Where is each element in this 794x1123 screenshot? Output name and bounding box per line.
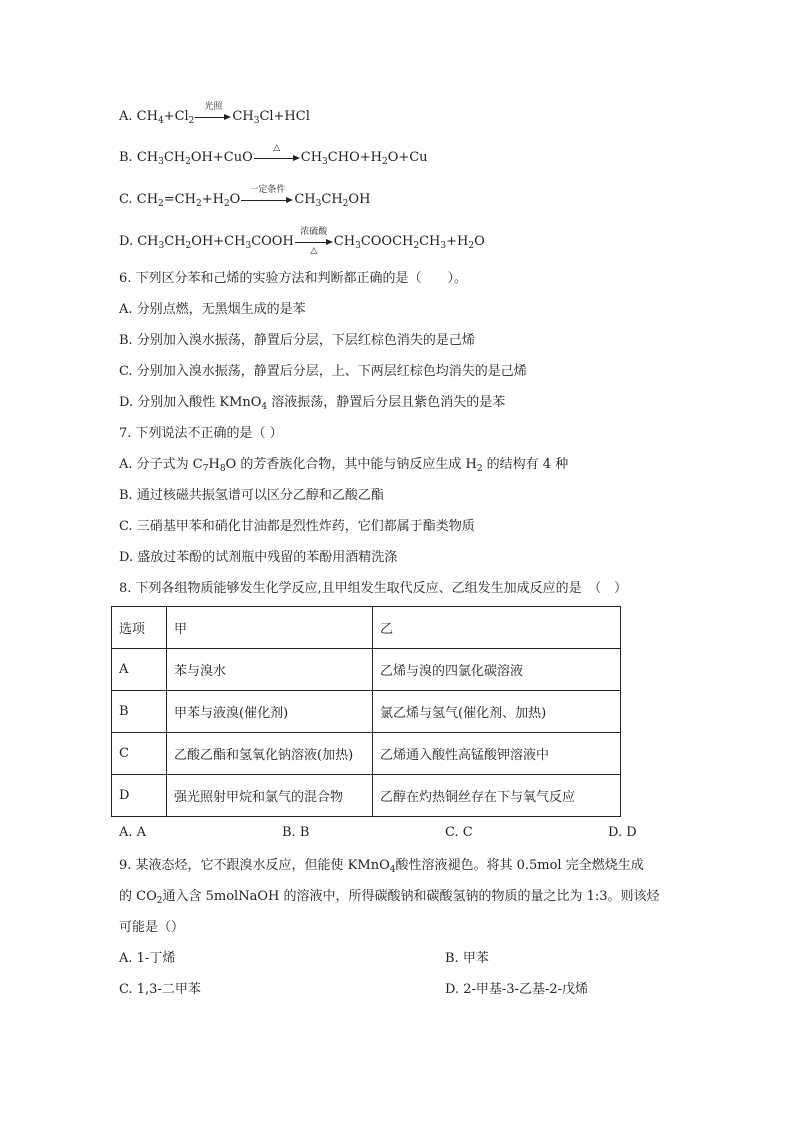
q9-option-d: D. 2-甲基-3-乙基-2-戊烯 (445, 982, 589, 997)
q7-option-d: D. 盛放过苯酚的试剂瓶中残留的苯酚用酒精洗涤 (119, 550, 398, 565)
q6-option-a: A. 分别点燃，无黑烟生成的是苯 (119, 302, 306, 317)
q9-option-c: C. 1,3-二甲苯 (119, 982, 201, 997)
table-row (112, 775, 621, 817)
table-header-row (112, 607, 621, 649)
q6-option-c: C. 分别加入溴水振荡，静置后分层，上、下两层红棕色均消失的是己烯 (119, 364, 527, 379)
q7-stem: 7. 下列说法不正确的是（ ） (119, 426, 283, 441)
table-header-cell: 甲 (167, 607, 373, 649)
q9-stem-line-3: 可能是（） (119, 920, 185, 935)
table-cell: B (112, 691, 167, 733)
q8-options-table (111, 606, 621, 817)
q6-option-d: D. 分别加入酸性 KMnO$_4$ 溶液振荡，静置后分层且紫色消失的是苯 (119, 395, 506, 412)
q7-option-c: C. 三硝基甲苯和硝化甘油都是烈性炸药，它们都属于酯类物质 (119, 519, 475, 534)
q9-stem-line-1: 9. 某液态烃，它不跟溴水反应，但能使 KMnO$_4$酸性溶液褪色。将其 0.5mol 完全燃烧生成 (119, 858, 644, 875)
table-cell: 乙烯通入酸性高锰酸钾溶液中 (373, 733, 621, 775)
q7-option-a: A. 分子式为 $C_7H_8O$ 的芳香族化合物，其中能与钠反应生成 $H_2$ 的结构有 4 种 (119, 457, 569, 474)
reaction-arrow: 一定条件 (241, 192, 293, 208)
q8-choice-a: A. A (119, 825, 147, 840)
q9-option-b: B. 甲苯 (445, 951, 489, 966)
table-cell: 苯与溴水 (167, 649, 373, 691)
q8-choice-b: B. B (282, 825, 310, 840)
reaction-arrow: △ (254, 150, 300, 166)
q6-option-b: B. 分别加入溴水振荡，静置后分层，下层红棕色消失的是己烯 (119, 333, 475, 348)
q5-option-a: A. $CH_4+Cl_2$ 光照 $CH_3Cl+HCl$ (119, 101, 310, 126)
table-cell: 乙烯与溴的四氯化碳溶液 (373, 649, 621, 691)
q5-option-b: B. $CH_3CH_2OH+CuO$ △ $CH_3CHO+H_2O+Cu$ (119, 142, 428, 167)
table-cell: 乙醇在灼热铜丝存在下与氧气反应 (373, 775, 621, 817)
reaction-arrow: 浓硫酸 △ (295, 234, 333, 250)
table-row (112, 733, 621, 775)
q5-option-d: D. $CH_3CH_2OH+CH_3COOH$ 浓硫酸 △ $CH_3COOCH_2CH_3+H_2O$ (119, 226, 485, 256)
table-cell: 强光照射甲烷和氯气的混合物 (167, 775, 373, 817)
q8-stem: 8. 下列各组物质能够发生化学反应,且甲组发生取代反应、乙组发生加成反应的是 （ ） (119, 581, 628, 596)
q8-choice-c: C. C (445, 825, 473, 840)
table-cell: 氯乙烯与氢气(催化剂、加热) (373, 691, 621, 733)
q6-stem: 6. 下列区分苯和己烯的实验方法和判断都正确的是（ ）。 (119, 271, 468, 286)
q9-stem-line-2: 的 $CO_2$通入含 5molNaOH 的溶液中，所得碳酸钠和碳酸氢钠的物质的量之比为 1:3。则该烃 (119, 889, 660, 906)
table-cell: A (112, 649, 167, 691)
q8-choice-d: D. D (608, 825, 637, 840)
table-row (112, 691, 621, 733)
table-header-cell: 乙 (373, 607, 621, 649)
table-row (112, 649, 621, 691)
q9-option-a: A. 1-丁烯 (119, 951, 176, 966)
table-cell: 甲苯与液溴(催化剂) (167, 691, 373, 733)
q5-option-c: C. $CH_2=CH_2+H_2O$ 一定条件 $CH_3CH_2OH$ (119, 184, 371, 209)
table-cell: C (112, 733, 167, 775)
table-cell: D (112, 775, 167, 817)
table-cell: 乙酸乙酯和氢氧化钠溶液(加热) (167, 733, 373, 775)
table-header-cell: 选项 (112, 607, 167, 649)
q7-option-b: B. 通过核磁共振氢谱可以区分乙醇和乙酸乙酯 (119, 488, 384, 503)
reaction-arrow: 光照 (195, 109, 231, 125)
